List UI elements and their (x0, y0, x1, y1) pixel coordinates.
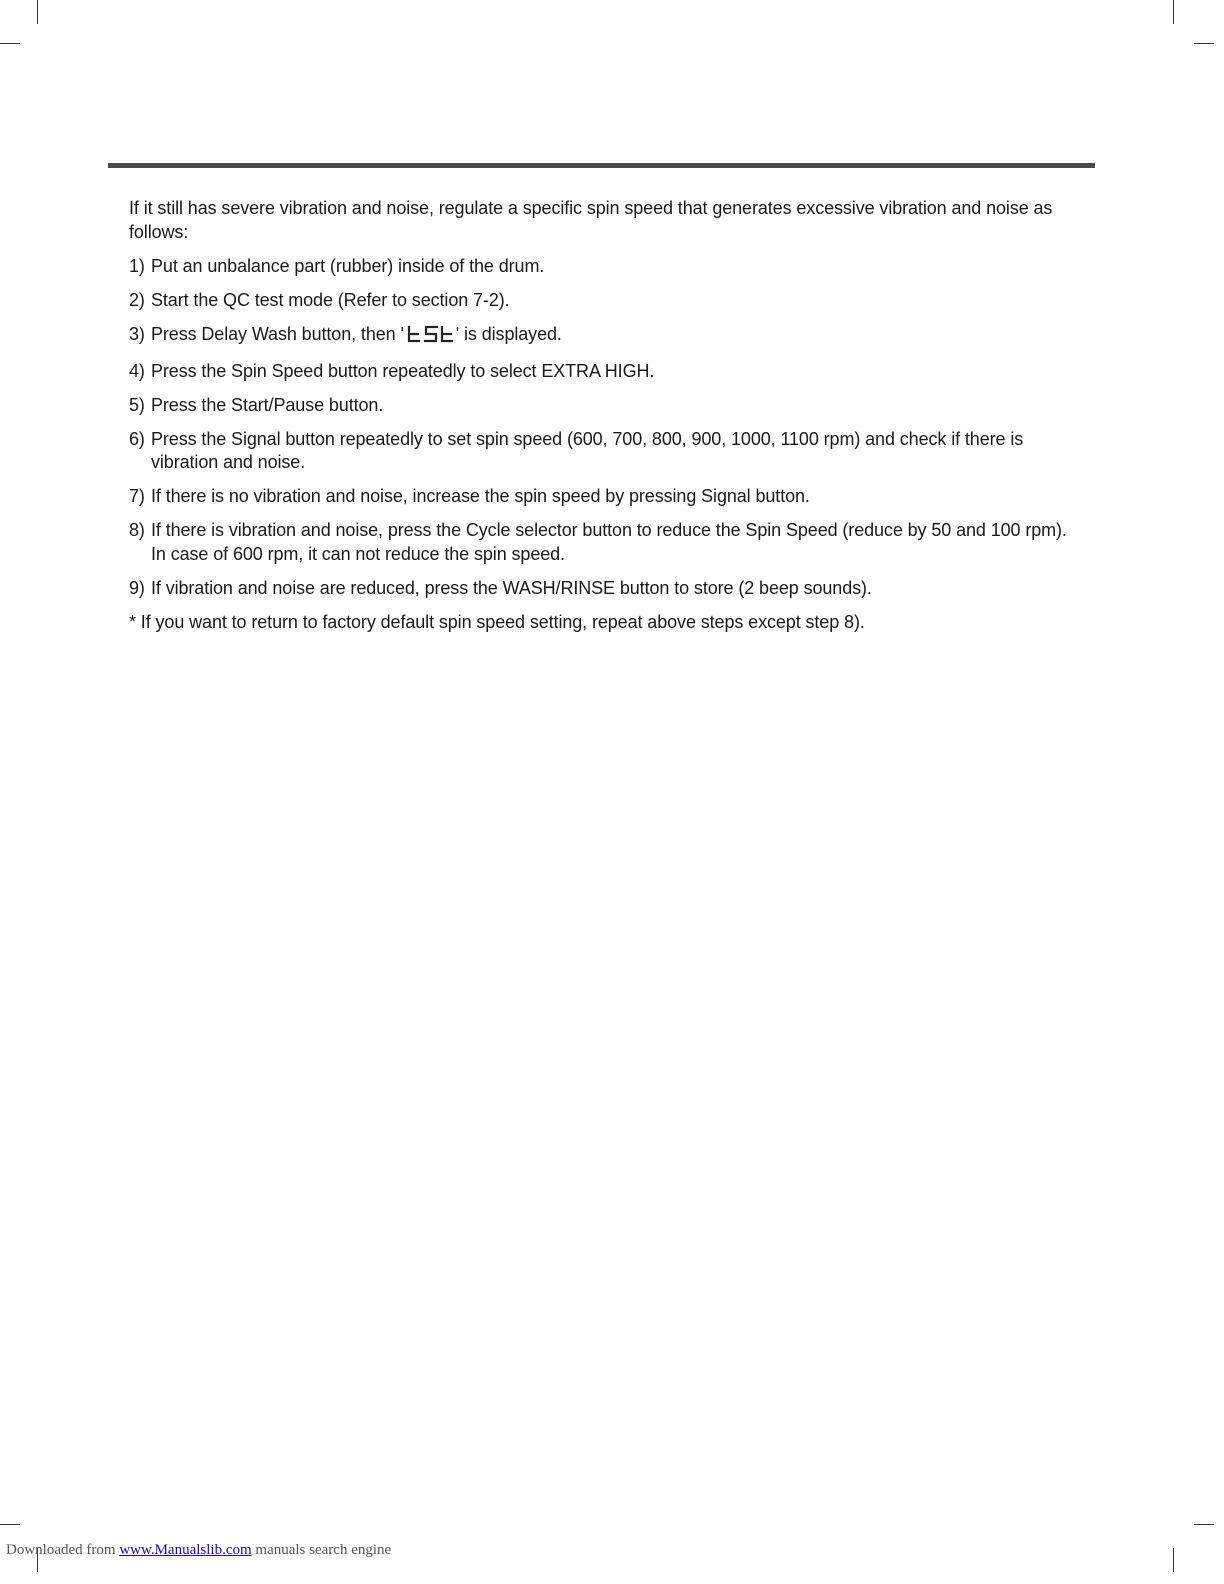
step-item (129, 577, 1079, 601)
step-number: 1) (129, 255, 145, 276)
step-text: Press the Signal button repeatedly to set spin speed (600, 700, 800, 900, 1000, 1100 rpm) and check if there is vibration and noise. (151, 428, 1024, 472)
step-item (129, 485, 1079, 509)
step-text: Put an unbalance part (rubber) inside of the drum. (151, 255, 545, 276)
header-rule (108, 163, 1095, 168)
step-number: 5) (129, 394, 145, 415)
intro-paragraph: If it still has severe vibration and noise, regulate a specific spin speed that generates excessive vibration and noise as follows: (129, 198, 1053, 242)
step-text-before: Press Delay Wash button, then ' (151, 323, 404, 344)
step-item (129, 360, 1079, 384)
step-text-after: ' is displayed. (455, 323, 562, 344)
step-number: 4) (129, 360, 145, 381)
step-number: 2) (129, 289, 145, 310)
crop-mark (1194, 43, 1214, 44)
procedure-section (129, 197, 1079, 645)
download-footer (6, 1542, 391, 1559)
step-text: Start the QC test mode (Refer to section 7-2). (151, 289, 510, 310)
step-item (129, 519, 1079, 566)
crop-mark (1194, 1524, 1214, 1525)
footer-prefix: Downloaded from (6, 1542, 120, 1558)
crop-mark (0, 43, 20, 44)
step-text: Press the Spin Speed button repeatedly to select EXTRA HIGH. (151, 360, 655, 381)
tst-segment-display-icon (406, 325, 454, 350)
footnote: * If you want to return to factory default spin speed setting, repeat above steps except step 8). (129, 611, 865, 632)
step-item (129, 323, 1079, 350)
step-item (129, 255, 1079, 279)
step-number: 6) (129, 428, 145, 449)
step-item (129, 289, 1079, 313)
step-text: If there is vibration and noise, press the Cycle selector button to reduce the Spin Speed (reduce by 50 and 100 rpm). In case of 600 rpm, it can not reduce the spin speed. (151, 520, 1067, 564)
step-text (151, 323, 1079, 350)
step-item (129, 428, 1079, 475)
step-number: 7) (129, 486, 145, 506)
step-text: Press the Start/Pause button. (151, 394, 384, 415)
crop-mark (37, 0, 38, 24)
crop-mark (1173, 0, 1174, 24)
footer-suffix: manuals search engine (251, 1542, 392, 1558)
step-text: If vibration and noise are reduced, press the WASH/RINSE button to store (2 beep sounds). (151, 577, 872, 598)
step-text: If there is no vibration and noise, increase the spin speed by pressing Signal button. (151, 486, 810, 506)
step-number: 3) (129, 323, 145, 344)
crop-mark (0, 1524, 20, 1525)
step-number: 9) (129, 577, 145, 598)
manualslib-link[interactable]: www.Manualslib.com (119, 1542, 252, 1558)
step-number: 8) (129, 520, 145, 540)
step-item (129, 394, 1079, 418)
crop-mark (1173, 1548, 1174, 1572)
